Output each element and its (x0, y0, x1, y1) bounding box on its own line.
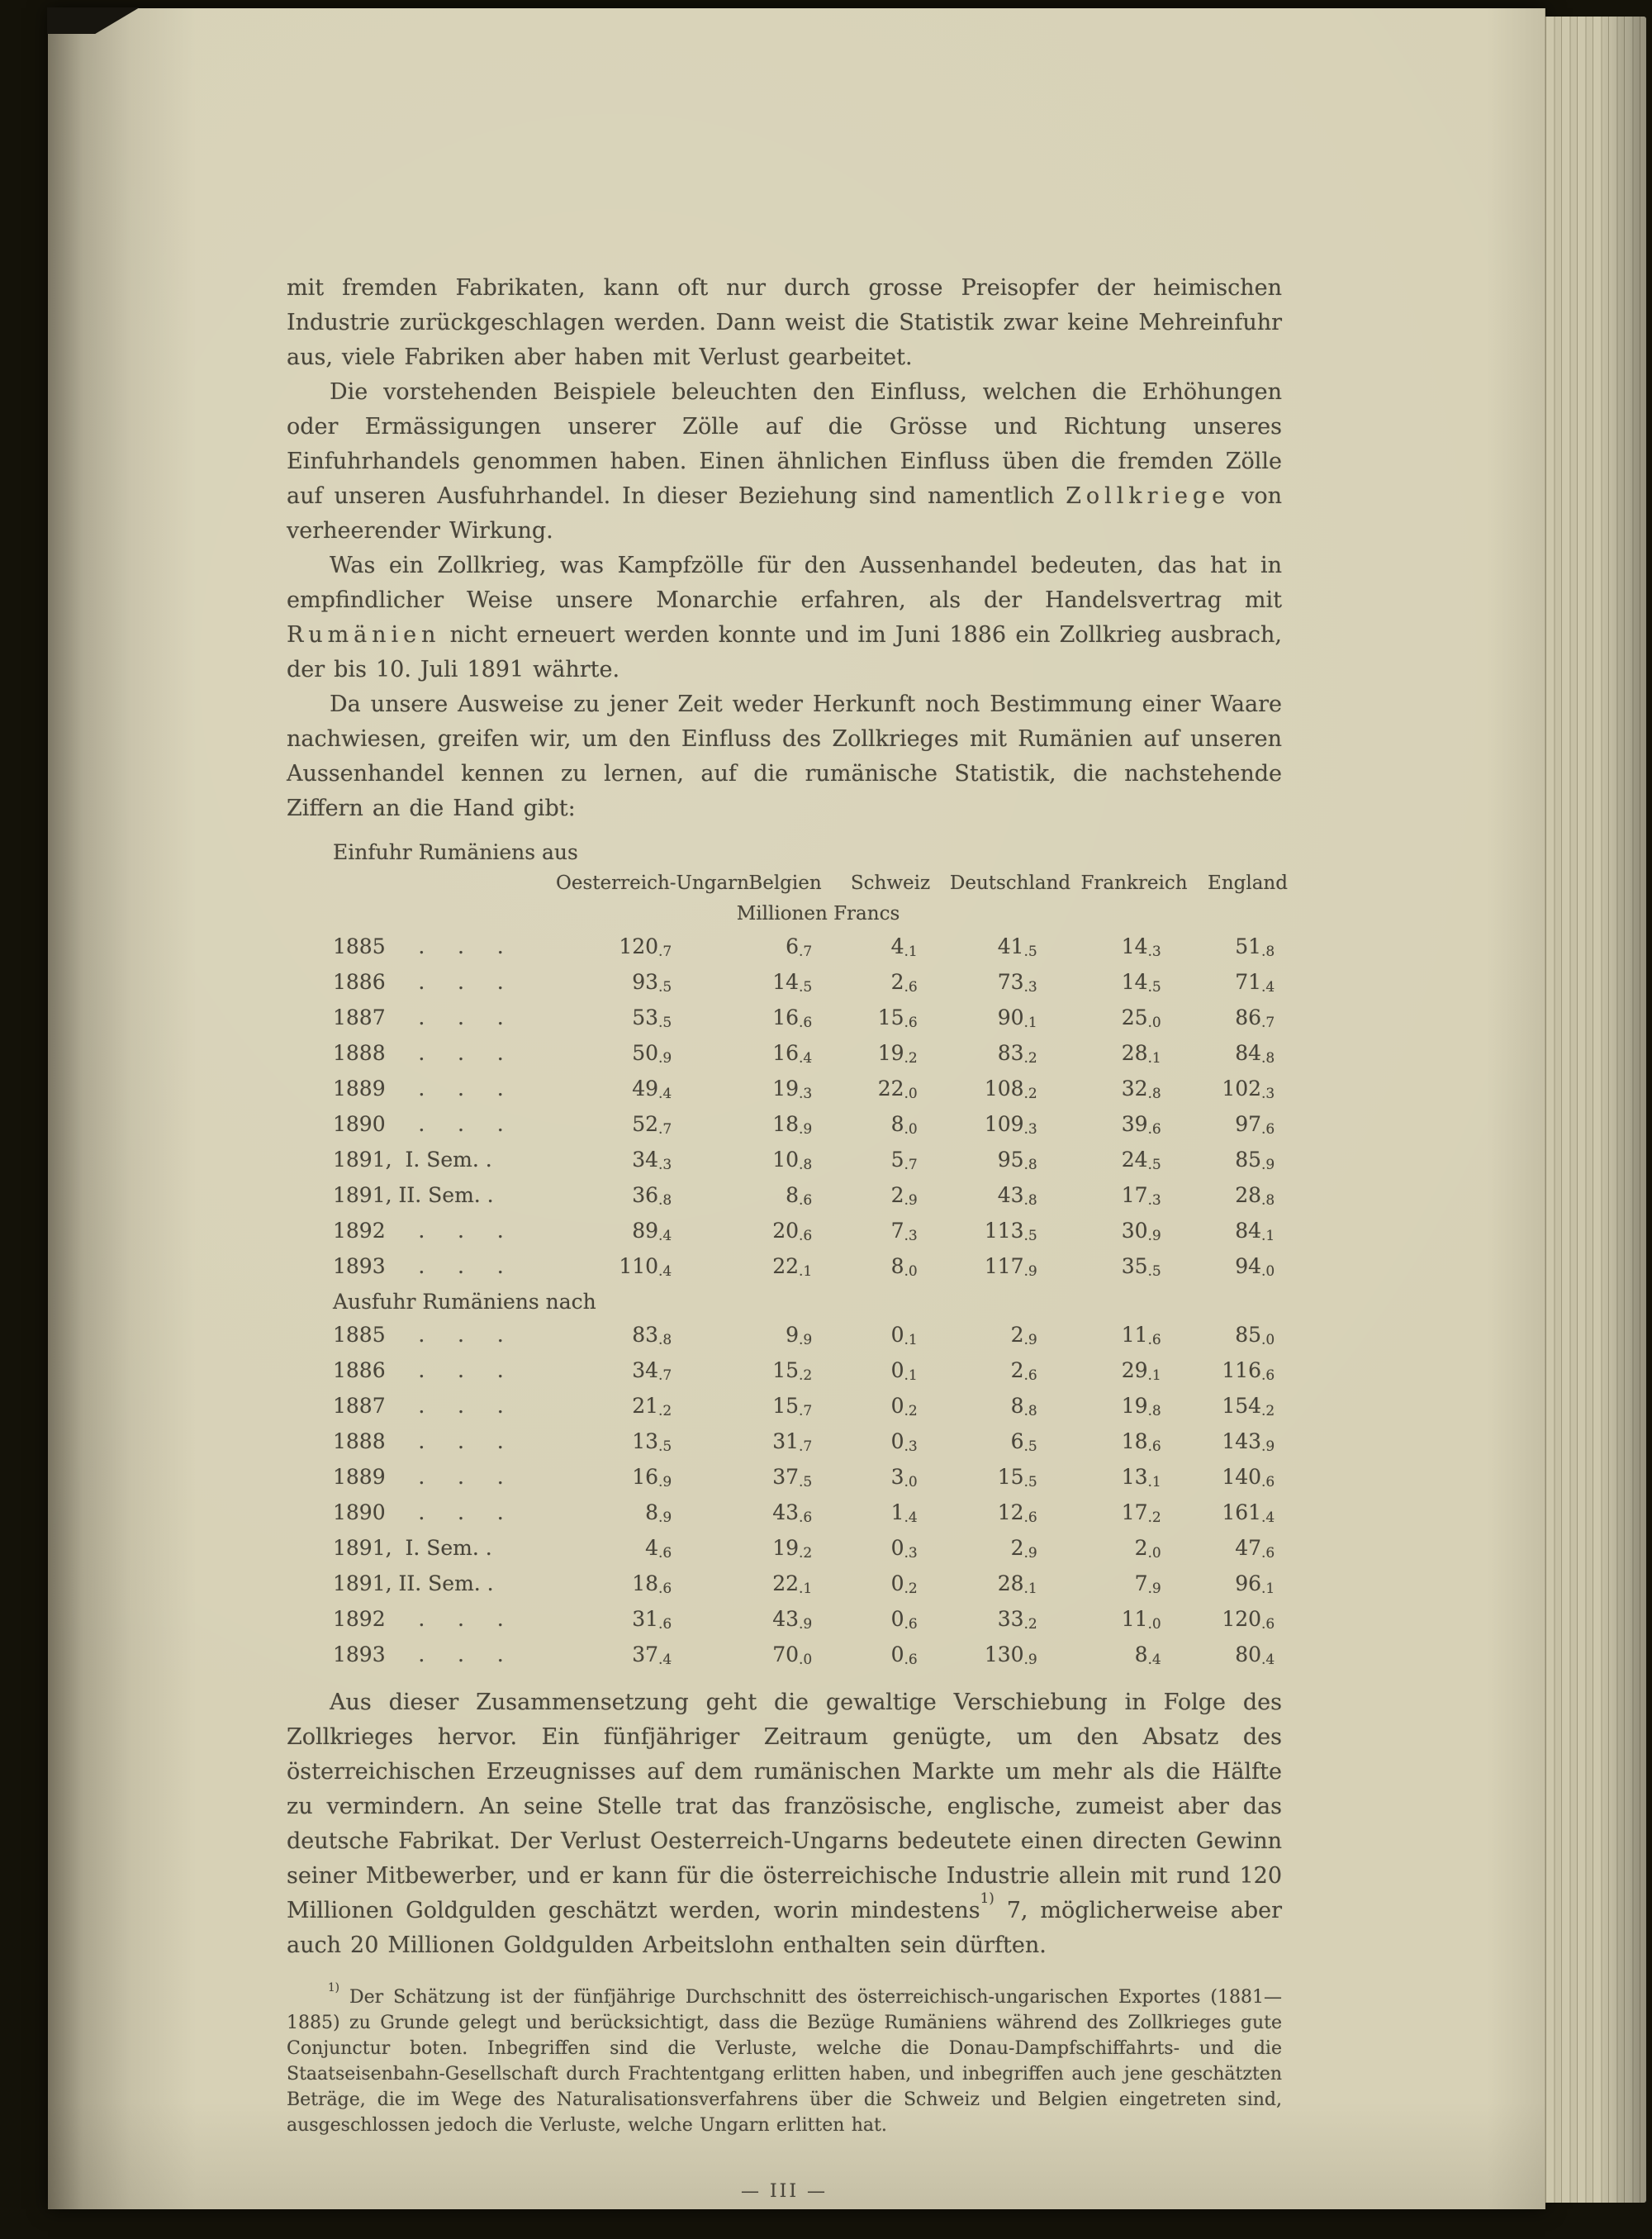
row-label: 1890 . . . (333, 1500, 504, 1524)
value-cell: 6.5 (1010, 1429, 1037, 1455)
table-section-title: Einfuhr Rumäniens aus (333, 840, 578, 864)
value-cell: 120.7 (619, 934, 672, 960)
value-cell: 8.9 (645, 1500, 672, 1526)
table-row (333, 1425, 1303, 1461)
text-run: Zollkriege (1066, 483, 1231, 509)
table-row (333, 1143, 1303, 1179)
value-cell: 8.0 (890, 1112, 918, 1138)
text-run: Der Schätzung ist der fünfjährige Durchschnitt des österreichisch-ungarischen Exportes (1881—1885) zu Grunde gelegt und berücksichtigt, dass die Bezüge Rumäniens während des Zollkrieges gute Conjunctur boten. Inbegriffen sind die Verluste, welche die Donau-Dampfschiffahrts- und die Staatseisenbahn-Gesellschaft durch Frachtentgang erlitten haben, und inbegriffen auch jene geschätzten Beträge, die im Wege des Naturalisationsverfahrens über die Schweiz und Belgien eingetreten sind, ausgeschlossen jedoch die Verluste, welche Ungarn erlitten hat. (287, 1987, 1282, 2136)
value-cell: 18.9 (772, 1112, 813, 1138)
value-cell: 84.8 (1235, 1041, 1275, 1067)
value-cell: 7.3 (890, 1219, 918, 1244)
value-cell: 20.6 (772, 1219, 813, 1244)
value-cell: 21.2 (632, 1394, 672, 1419)
table-row (333, 1603, 1303, 1638)
value-cell: 117.9 (984, 1254, 1037, 1280)
value-cell: 14.3 (1121, 934, 1161, 960)
table-row (333, 1179, 1303, 1215)
column-header: Schweiz (850, 872, 931, 894)
value-cell: 0.6 (890, 1642, 918, 1668)
intro-paragraphs (287, 271, 1282, 826)
page-number: — III — (740, 2181, 828, 2202)
footnote-marker: 1) (980, 1890, 995, 1907)
value-cell: 17.3 (1121, 1183, 1161, 1209)
value-cell: 86.7 (1235, 1005, 1275, 1031)
column-header: Frankreich (1080, 872, 1188, 894)
table-section-row (333, 836, 1303, 869)
value-cell: 0.1 (890, 1323, 918, 1348)
row-label: 1890 . . . (333, 1112, 504, 1136)
text-run: Was ein Zollkrieg, was Kampfzölle für den Aussenhandel bedeuten, das hat in empfindlicher Weise unsere Monarchie erfahren, als der Handelsvertrag mit (287, 553, 1282, 613)
text-run: von verheerender Wirkung. (287, 483, 1282, 544)
value-cell: 15.7 (772, 1394, 813, 1419)
text-run: Die vorstehenden Beispiele beleuchten den Einfluss, welchen die Erhöhungen oder Ermässigungen unserer Zölle auf die Grösse und Richtung unseres Einfuhrhandels genommen haben. Einen ähnlichen Einfluss üben die fremden Zölle auf unseren Ausfuhrhandel. In dieser Beziehung sind namentlich (287, 379, 1282, 509)
unit-label: Millionen Francs (736, 903, 900, 925)
value-cell: 19.2 (772, 1536, 813, 1562)
value-cell: 83.2 (997, 1041, 1037, 1067)
value-cell: 83.8 (632, 1323, 672, 1348)
value-cell: 0.2 (890, 1394, 918, 1419)
table-row (333, 1567, 1303, 1603)
value-cell: 116.6 (1222, 1358, 1275, 1384)
value-cell: 33.2 (997, 1607, 1037, 1633)
value-cell: 52.7 (632, 1112, 672, 1138)
value-cell: 0.1 (890, 1358, 918, 1384)
row-label: 1889 . . . (333, 1077, 504, 1100)
value-cell: 2.9 (890, 1183, 918, 1209)
table-section-row (333, 1286, 1303, 1319)
value-cell: 18.6 (632, 1571, 672, 1597)
value-cell: 2.6 (1010, 1358, 1037, 1384)
value-cell: 19.2 (877, 1041, 918, 1067)
table-row (333, 1532, 1303, 1567)
table-row (333, 1072, 1303, 1108)
footnote (287, 1980, 1282, 2138)
value-cell: 8.4 (1134, 1642, 1161, 1668)
value-cell: 13.1 (1121, 1465, 1161, 1490)
value-cell: 9.9 (786, 1323, 813, 1348)
row-label: 1892 . . . (333, 1607, 504, 1631)
value-cell: 28.1 (997, 1571, 1037, 1597)
value-cell: 22.1 (772, 1571, 813, 1597)
row-label: 1888 . . . (333, 1429, 504, 1453)
table-row (333, 966, 1303, 1001)
value-cell: 13.5 (632, 1429, 672, 1455)
row-label: 1888 . . . (333, 1041, 504, 1065)
value-cell: 161.4 (1222, 1500, 1275, 1526)
table-row (333, 1390, 1303, 1425)
text-run: Da unsere Ausweise zu jener Zeit weder Herkunft noch Bestimmung einer Waare nachwiesen, greifen wir, um den Einfluss des Zollkrieges mit Rumänien auf unseren Aussenhandel kennen zu lernen, auf die rumänische Statistik, die nachstehende Ziffern an die Hand gibt: (287, 692, 1282, 821)
value-cell: 30.9 (1121, 1219, 1161, 1244)
value-cell: 32.8 (1121, 1077, 1161, 1102)
value-cell: 37.5 (772, 1465, 813, 1490)
table-row (333, 1461, 1303, 1496)
table-row (333, 1496, 1303, 1532)
text-run: mit fremden Fabrikaten, kann oft nur durch grosse Preisopfer der heimischen Industrie zurückgeschlagen werden. Dann weist die Statistik zwar keine Mehreinfuhr aus, viele Fabriken aber haben mit Verlust gearbeitet. (287, 275, 1282, 370)
value-cell: 113.5 (984, 1219, 1037, 1244)
value-cell: 8.6 (786, 1183, 813, 1209)
value-cell: 15.5 (997, 1465, 1037, 1490)
row-label: 1892 . . . (333, 1219, 504, 1243)
value-cell: 89.4 (632, 1219, 672, 1244)
value-cell: 28.1 (1121, 1041, 1161, 1067)
column-header: England (1208, 872, 1288, 894)
value-cell: 6.7 (786, 934, 813, 960)
value-cell: 28.8 (1235, 1183, 1275, 1209)
value-cell: 93.5 (632, 970, 672, 996)
value-cell: 11.6 (1121, 1323, 1161, 1348)
table-row (333, 1319, 1303, 1354)
value-cell: 73.3 (997, 970, 1037, 996)
value-cell: 0.2 (890, 1571, 918, 1597)
value-cell: 7.9 (1134, 1571, 1161, 1597)
value-cell: 108.2 (984, 1077, 1037, 1102)
table-header-row (333, 869, 1303, 897)
table-row (333, 1215, 1303, 1250)
corner-mark (47, 7, 140, 34)
row-label: 1885 . . . (333, 934, 504, 958)
value-cell: 97.6 (1235, 1112, 1275, 1138)
table-row (333, 1108, 1303, 1143)
value-cell: 36.8 (632, 1183, 672, 1209)
value-cell: 10.8 (772, 1148, 813, 1173)
value-cell: 15.6 (877, 1005, 918, 1031)
value-cell: 50.9 (632, 1041, 672, 1067)
statistics-table (333, 836, 1303, 1674)
value-cell: 34.3 (632, 1148, 672, 1173)
value-cell: 14.5 (1121, 970, 1161, 996)
table-row (333, 1250, 1303, 1286)
value-cell: 43.9 (772, 1607, 813, 1633)
value-cell: 8.0 (890, 1254, 918, 1280)
paragraph (287, 375, 1282, 549)
value-cell: 1.4 (890, 1500, 918, 1526)
value-cell: 0.3 (890, 1429, 918, 1455)
column-header: Deutschland (949, 872, 1071, 894)
value-cell: 96.1 (1235, 1571, 1275, 1597)
value-cell: 15.2 (772, 1358, 813, 1384)
text-run: Aus dieser Zusammensetzung geht die gewaltige Verschiebung in Folge des Zollkrieges hervor. Ein fünfjähriger Zeitraum genügte, um den Absatz des österreichischen Erzeugnisses auf dem rumänischen Markte um mehr als die Hälfte zu vermindern. An seine Stelle trat das französische, englische, zumeist aber das deutsche Fabrikat. Der Verlust Oesterreich-Ungarns bedeutete einen directen Gewinn seiner Mitbewerber, und er kann für die österreichische Industrie allein mit rund 120 Millionen Goldgulden geschätzt werden, worin mindestens (287, 1690, 1282, 1923)
value-cell: 35.5 (1121, 1254, 1161, 1280)
value-cell: 51.8 (1235, 934, 1275, 960)
empty-header-cell (333, 869, 556, 897)
table-section-title: Ausfuhr Rumäniens nach (333, 1290, 596, 1314)
value-cell: 2.6 (890, 970, 918, 996)
footnote-marker: 1) (328, 1980, 339, 1994)
value-cell: 39.6 (1121, 1112, 1161, 1138)
value-cell: 19.3 (772, 1077, 813, 1102)
value-cell: 8.8 (1010, 1394, 1037, 1419)
value-cell: 102.3 (1222, 1077, 1275, 1102)
value-cell: 120.6 (1222, 1607, 1275, 1633)
value-cell: 17.2 (1121, 1500, 1161, 1526)
value-cell: 43.6 (772, 1500, 813, 1526)
column-header: Oesterreich-Ungarn (556, 872, 749, 894)
value-cell: 5.7 (890, 1148, 918, 1173)
value-cell: 19.8 (1121, 1394, 1161, 1419)
row-label: 1886 . . . (333, 970, 504, 994)
row-label: 1891, II. Sem. . (333, 1571, 494, 1595)
value-cell: 16.9 (632, 1465, 672, 1490)
row-label: 1891, I. Sem. . (333, 1148, 492, 1172)
value-cell: 3.0 (890, 1465, 918, 1490)
value-cell: 11.0 (1121, 1607, 1161, 1633)
value-cell: 12.6 (997, 1500, 1037, 1526)
value-cell: 49.4 (632, 1077, 672, 1102)
value-cell: 16.4 (772, 1041, 813, 1067)
table-row (333, 1638, 1303, 1674)
value-cell: 22.1 (772, 1254, 813, 1280)
column-header: Belgien (748, 872, 822, 894)
value-cell: 34.7 (632, 1358, 672, 1384)
row-label: 1891, II. Sem. . (333, 1183, 494, 1207)
value-cell: 18.6 (1121, 1429, 1161, 1455)
value-cell: 80.4 (1235, 1642, 1275, 1668)
value-cell: 2.9 (1010, 1536, 1037, 1562)
value-cell: 110.4 (619, 1254, 672, 1280)
value-cell: 41.5 (997, 934, 1037, 960)
value-cell: 0.3 (890, 1536, 918, 1562)
table-unit-row (333, 897, 1303, 930)
page-content (287, 271, 1288, 2209)
value-cell: 4.1 (890, 934, 918, 960)
outro-paragraphs (287, 1685, 1282, 1963)
value-cell: 31.6 (632, 1607, 672, 1633)
value-cell: 16.6 (772, 1005, 813, 1031)
paragraph (287, 271, 1282, 375)
value-cell: 140.6 (1222, 1465, 1275, 1490)
value-cell: 2.0 (1134, 1536, 1161, 1562)
value-cell: 154.2 (1222, 1394, 1275, 1419)
value-cell: 25.0 (1121, 1005, 1161, 1031)
value-cell: 2.9 (1010, 1323, 1037, 1348)
page-paper (48, 8, 1545, 2209)
row-label: 1885 . . . (333, 1323, 504, 1347)
paragraph (287, 549, 1282, 687)
row-label: 1886 . . . (333, 1358, 504, 1382)
value-cell: 22.0 (877, 1077, 918, 1102)
value-cell: 70.0 (772, 1642, 813, 1668)
value-cell: 14.5 (772, 970, 813, 996)
value-cell: 4.6 (645, 1536, 672, 1562)
table-row (333, 1354, 1303, 1390)
table-row (333, 930, 1303, 966)
value-cell: 85.0 (1235, 1323, 1275, 1348)
row-label: 1891, I. Sem. . (333, 1536, 492, 1560)
text-run: nicht erneuert werden konnte und im Juni 1886 ein Zollkrieg ausbrach, der bis 10. Juli 1891 währte. (287, 622, 1282, 682)
table-row (333, 1001, 1303, 1037)
table-row (333, 1037, 1303, 1072)
value-cell: 85.9 (1235, 1148, 1275, 1173)
paragraph (287, 1685, 1282, 1963)
value-cell: 29.1 (1121, 1358, 1161, 1384)
value-cell: 37.4 (632, 1642, 672, 1668)
value-cell: 95.8 (997, 1148, 1037, 1173)
value-cell: 24.5 (1121, 1148, 1161, 1173)
row-label: 1887 . . . (333, 1005, 504, 1029)
value-cell: 31.7 (772, 1429, 813, 1455)
value-cell: 90.1 (997, 1005, 1037, 1031)
value-cell: 0.6 (890, 1607, 918, 1633)
value-cell: 84.1 (1235, 1219, 1275, 1244)
row-label: 1889 . . . (333, 1465, 504, 1489)
value-cell: 71.4 (1235, 970, 1275, 996)
value-cell: 143.9 (1222, 1429, 1275, 1455)
row-label: 1893 . . . (333, 1254, 504, 1278)
value-cell: 43.8 (997, 1183, 1037, 1209)
value-cell: 109.3 (984, 1112, 1037, 1138)
page-edge-stack (1545, 17, 1646, 2203)
paragraph (287, 687, 1282, 826)
value-cell: 94.0 (1235, 1254, 1275, 1280)
value-cell: 47.6 (1235, 1536, 1275, 1562)
value-cell: 130.9 (984, 1642, 1037, 1668)
text-run: 7, möglicherweise aber auch 20 Millionen Goldgulden Arbeitslohn enthalten sein dürften. (287, 1898, 1282, 1958)
row-label: 1887 . . . (333, 1394, 504, 1418)
value-cell: 53.5 (632, 1005, 672, 1031)
text-run: Rumänien (287, 622, 441, 648)
row-label: 1893 . . . (333, 1642, 504, 1666)
